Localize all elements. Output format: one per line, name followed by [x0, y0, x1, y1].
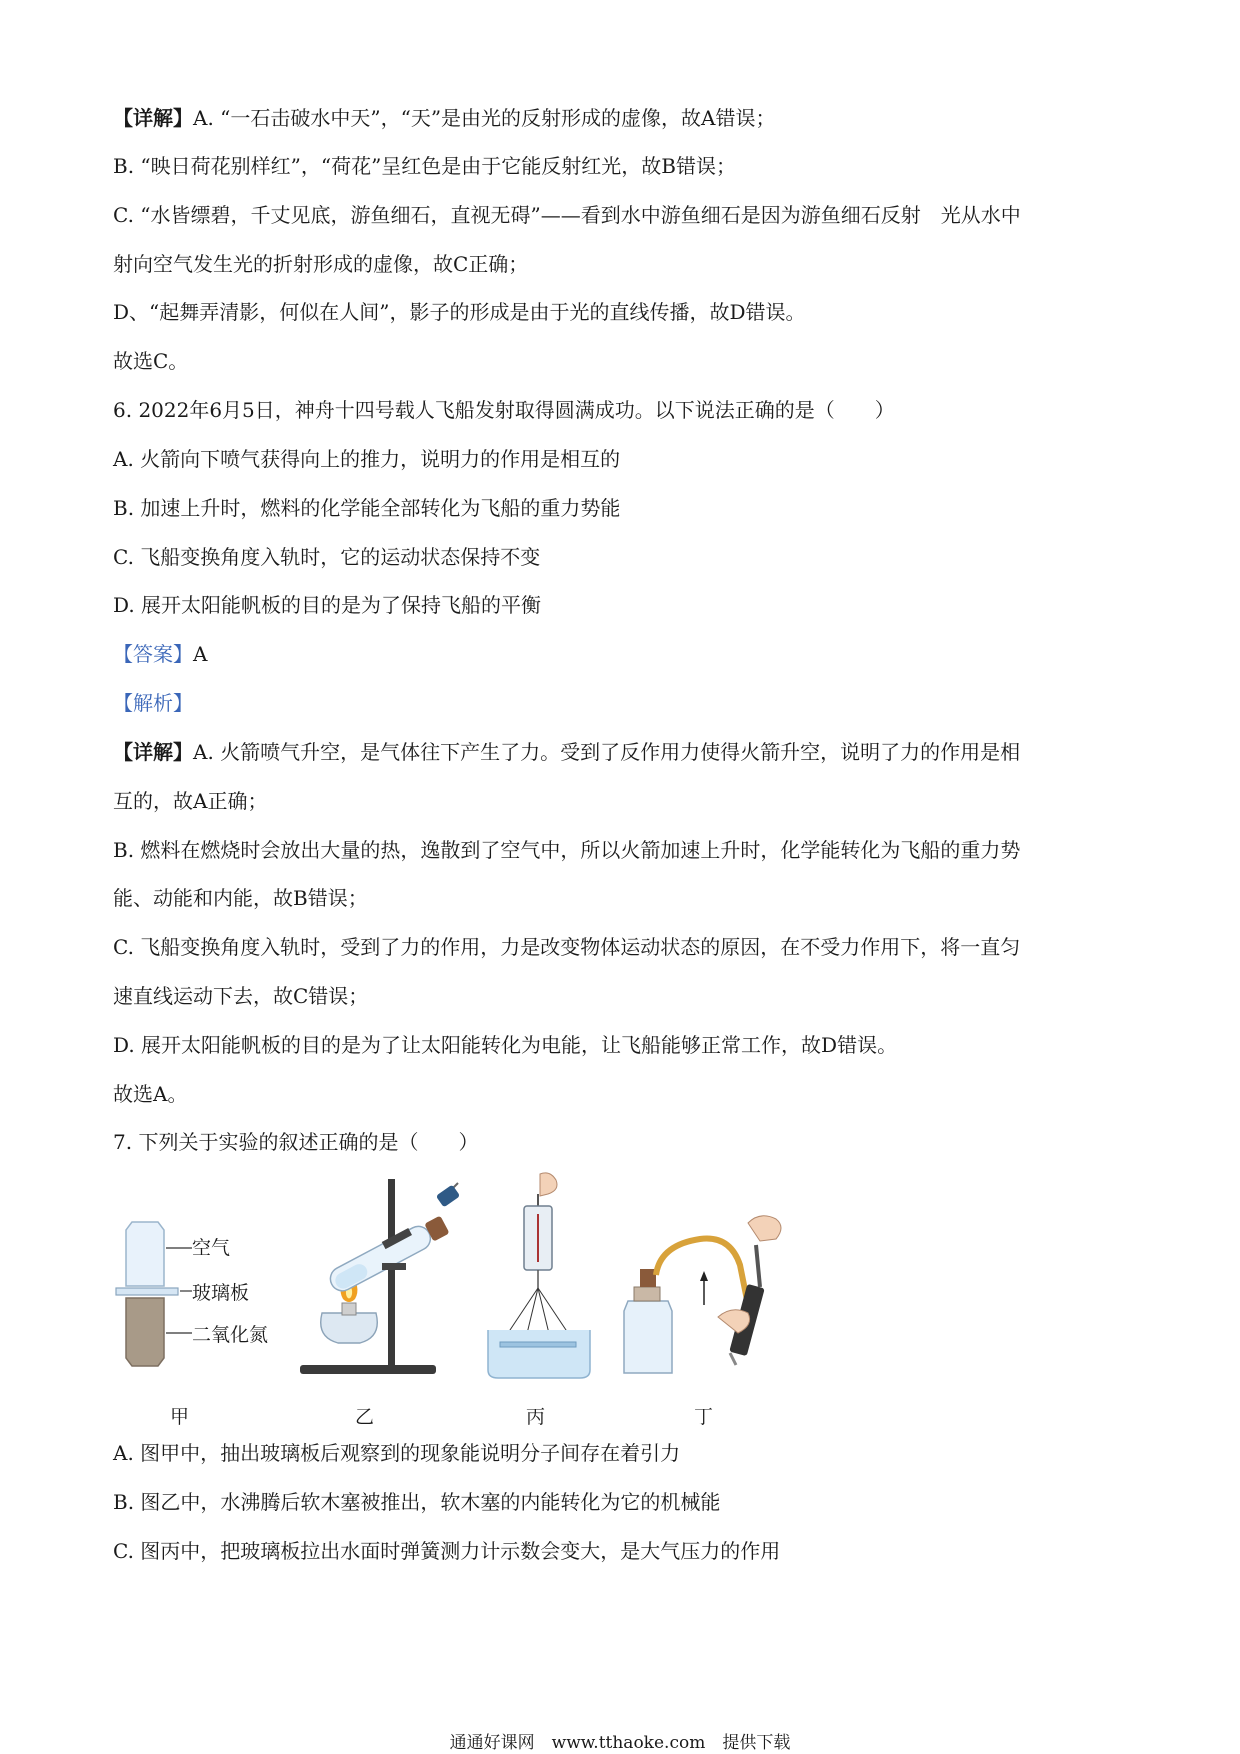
q6-detail-a-line-1 — [113, 738, 1020, 766]
q6-option-c: C. 飞船变换角度入轨时，它的运动状态保持不变 — [113, 545, 541, 569]
analysis-tag: 【解析】 — [113, 691, 193, 715]
detail-tag: 【详解】 — [113, 106, 193, 130]
detail-c-line-1: C. “水皆缥碧，千丈见底，游鱼细石，直视无碍”——看到水中游鱼细石是因为游鱼细石反射 光从水中 — [113, 203, 1021, 227]
page-footer: 通通好课网 www.tthaoke.com 提供下载 — [449, 1733, 791, 1753]
figure-label-jia: 甲 — [170, 1406, 190, 1428]
detail-a-line — [113, 104, 776, 132]
q6-answer-line — [113, 640, 207, 668]
q6-detail-d-line: D. 展开太阳能帆板的目的是为了让太阳能转化为电能，让飞船能够正常工作，故D错误。 — [113, 1033, 898, 1057]
answer-value: A — [193, 642, 208, 666]
figure-label-yi: 乙 — [355, 1406, 375, 1428]
q7-option-b: B. 图乙中，水沸腾后软木塞被推出，软木塞的内能转化为它的机械能 — [113, 1490, 721, 1514]
q6-detail-a-text: A. 火箭喷气升空，是气体往下产生了力。受到了反作用力使得火箭升空，说明了力的作用是相 — [193, 740, 1021, 764]
figure-ding — [620, 1205, 810, 1380]
figure-yi — [296, 1175, 476, 1385]
detail-b-line: B. “映日荷花别样红”，“荷花”呈红色是由于它能反射红光，故B错误； — [113, 154, 737, 178]
figure-label-bing: 丙 — [526, 1406, 546, 1428]
q6-option-d: D. 展开太阳能帆板的目的是为了保持飞船的平衡 — [113, 593, 542, 617]
detail-c-line-2: 射向空气发生光的折射形成的虚像，故C正确； — [113, 252, 529, 276]
figure-label-ding: 丁 — [694, 1406, 714, 1428]
q6-option-a: A. 火箭向下喷气获得向上的推力，说明力的作用是相互的 — [113, 447, 621, 471]
detail-d-line: D、“起舞弄清影，何似在人间”，影子的形成是由于光的直线传播，故D错误。 — [113, 300, 806, 324]
q6-detail-b-line-2: 能、动能和内能，故B错误； — [113, 886, 368, 910]
q7-stem: 7. 下列关于实验的叙述正确的是（ ） — [113, 1130, 479, 1154]
callout-glass-plate: 玻璃板 — [192, 1282, 250, 1304]
q6-detail-c-line-1: C. 飞船变换角度入轨时，受到了力的作用，力是改变物体运动状态的原因，在不受力作用下，将一直匀 — [113, 935, 1021, 959]
q6-choose-line: 故选A。 — [113, 1082, 188, 1106]
callout-air: 空气 — [192, 1237, 231, 1259]
callout-no2: 二氧化氮 — [192, 1324, 269, 1346]
q6-stem: 6. 2022年6月5日，神舟十四号载人飞船发射取得圆满成功。以下说法正确的是（ ） — [113, 398, 895, 422]
answer-tag: 【答案】 — [113, 642, 193, 666]
q7-option-a: A. 图甲中，抽出玻璃板后观察到的现象能说明分子间存在着引力 — [113, 1441, 681, 1465]
q6-detail-b-line-1: B. 燃料在燃烧时会放出大量的热，逸散到了空气中，所以火箭加速上升时，化学能转化为飞船的重力势 — [113, 838, 1021, 862]
q7-option-c: C. 图丙中，把玻璃板拉出水面时弹簧测力计示数会变大，是大气压力的作用 — [113, 1539, 781, 1563]
figure-bing — [484, 1170, 604, 1390]
q6-option-b: B. 加速上升时，燃料的化学能全部转化为飞船的重力势能 — [113, 496, 621, 520]
detail-a-text: A. “一石击破水中天”，“天”是由光的反射形成的虚像，故A错误； — [193, 106, 776, 130]
detail-tag: 【详解】 — [113, 740, 193, 764]
choose-line: 故选C。 — [113, 349, 189, 373]
q6-detail-a-line-2: 互的，故A正确； — [113, 789, 268, 813]
q6-detail-c-line-2: 速直线运动下去，故C错误； — [113, 984, 369, 1008]
